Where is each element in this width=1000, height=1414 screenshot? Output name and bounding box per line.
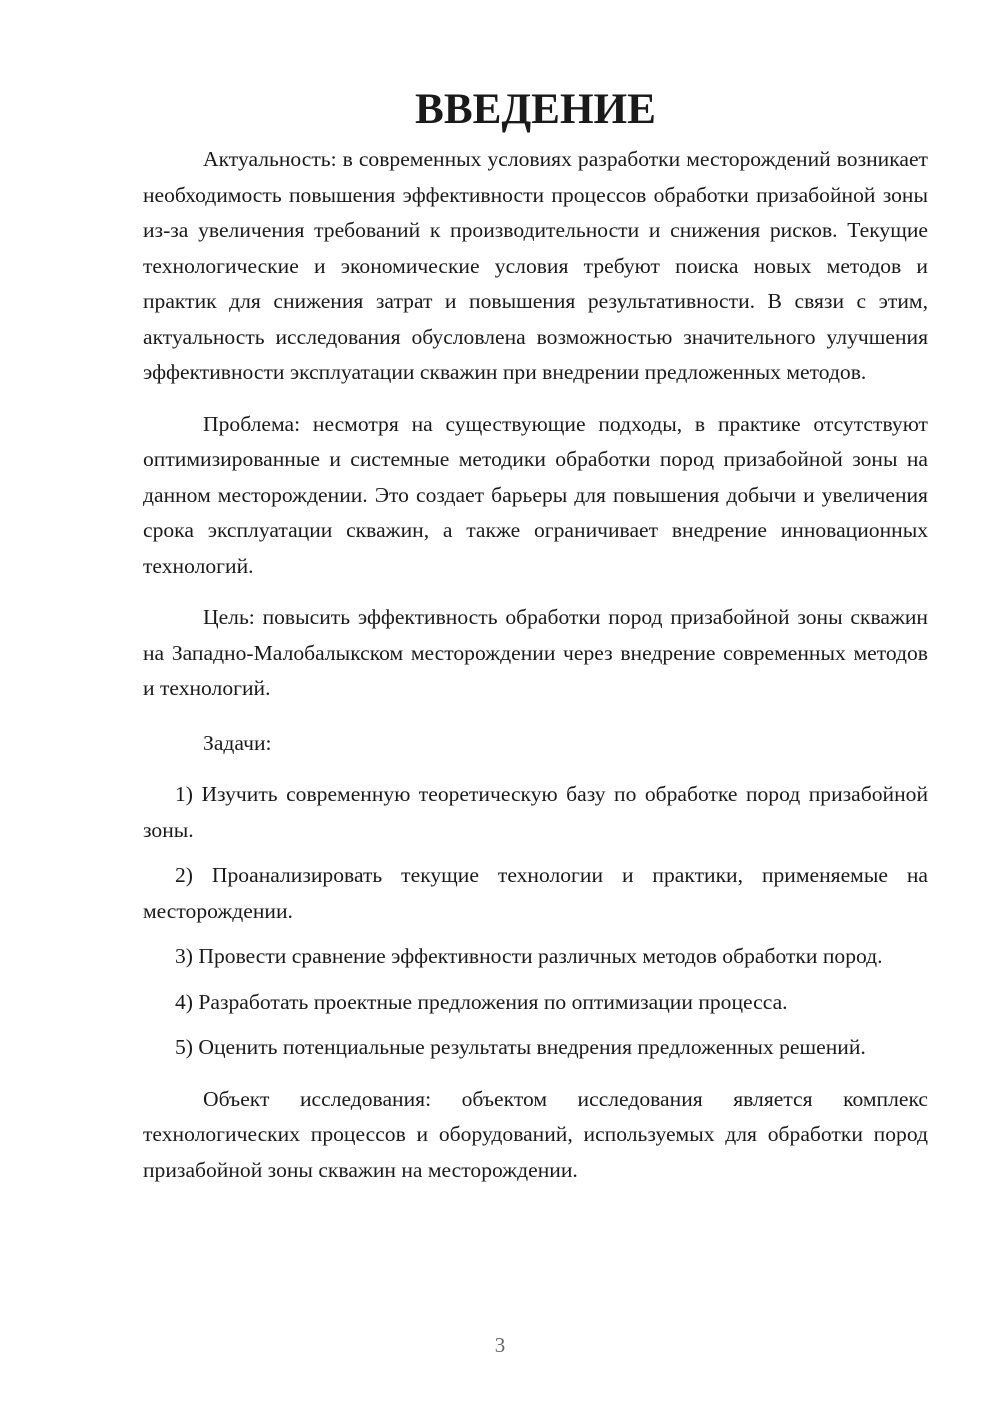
relevance-paragraph: Актуальность: в современных условиях разработки месторождений возникает необходимость повышения эффективности процессов обработки призабойной зоны из-за увеличения требований к производительности и снижения рисков. Текущие технологические и экономические условия требуют поиска новых методов и практик для снижения затрат и повышения результативности. В связи с этим, актуальность исследования обусловлена возможностью значительного улучшения эффективности эксплуатации скважин при внедрении предложенных методов. xyxy=(143,147,928,384)
problem-paragraph: Проблема: несмотря на существующие подходы, в практике отсутствуют оптимизированные и системные методики обработки пород призабойной зоны на данном месторождении. Это создает барьеры для повышения добычи и увеличения срока эксплуатации скважин, а также ограничивает внедрение инновационных технологий. xyxy=(143,411,928,578)
page-title: ВВЕДЕНИЕ xyxy=(415,86,656,133)
task-item: 3) Провести сравнение эффективности различных методов обработки пород. xyxy=(175,944,883,968)
object-paragraph: Объект исследования: объектом исследования является комплекс технологических процессов и оборудований, используемых для обработки пород призабойной зоны скважин на месторождении. xyxy=(143,1086,928,1182)
task-item: 5) Оценить потенциальные результаты внедрения предложенных решений. xyxy=(175,1035,866,1059)
goal-paragraph: Цель: повысить эффективность обработки пород призабойной зоны скважин на Западно-Малобалыкском месторождении через внедрение современных методов и технологий. xyxy=(143,605,928,700)
task-item: 4) Разработать проектные предложения по оптимизации процесса. xyxy=(175,989,788,1014)
page-number: 3 xyxy=(494,1333,506,1357)
tasks-list xyxy=(143,777,928,1066)
tasks-label: Задачи: xyxy=(203,730,272,755)
task-item: 1) Изучить современную теоретическую базу по обработке пород призабойной зоны. xyxy=(143,782,928,842)
task-item: 2) Проанализировать текущие технологии и практики, применяемые на месторождении. xyxy=(143,863,928,923)
